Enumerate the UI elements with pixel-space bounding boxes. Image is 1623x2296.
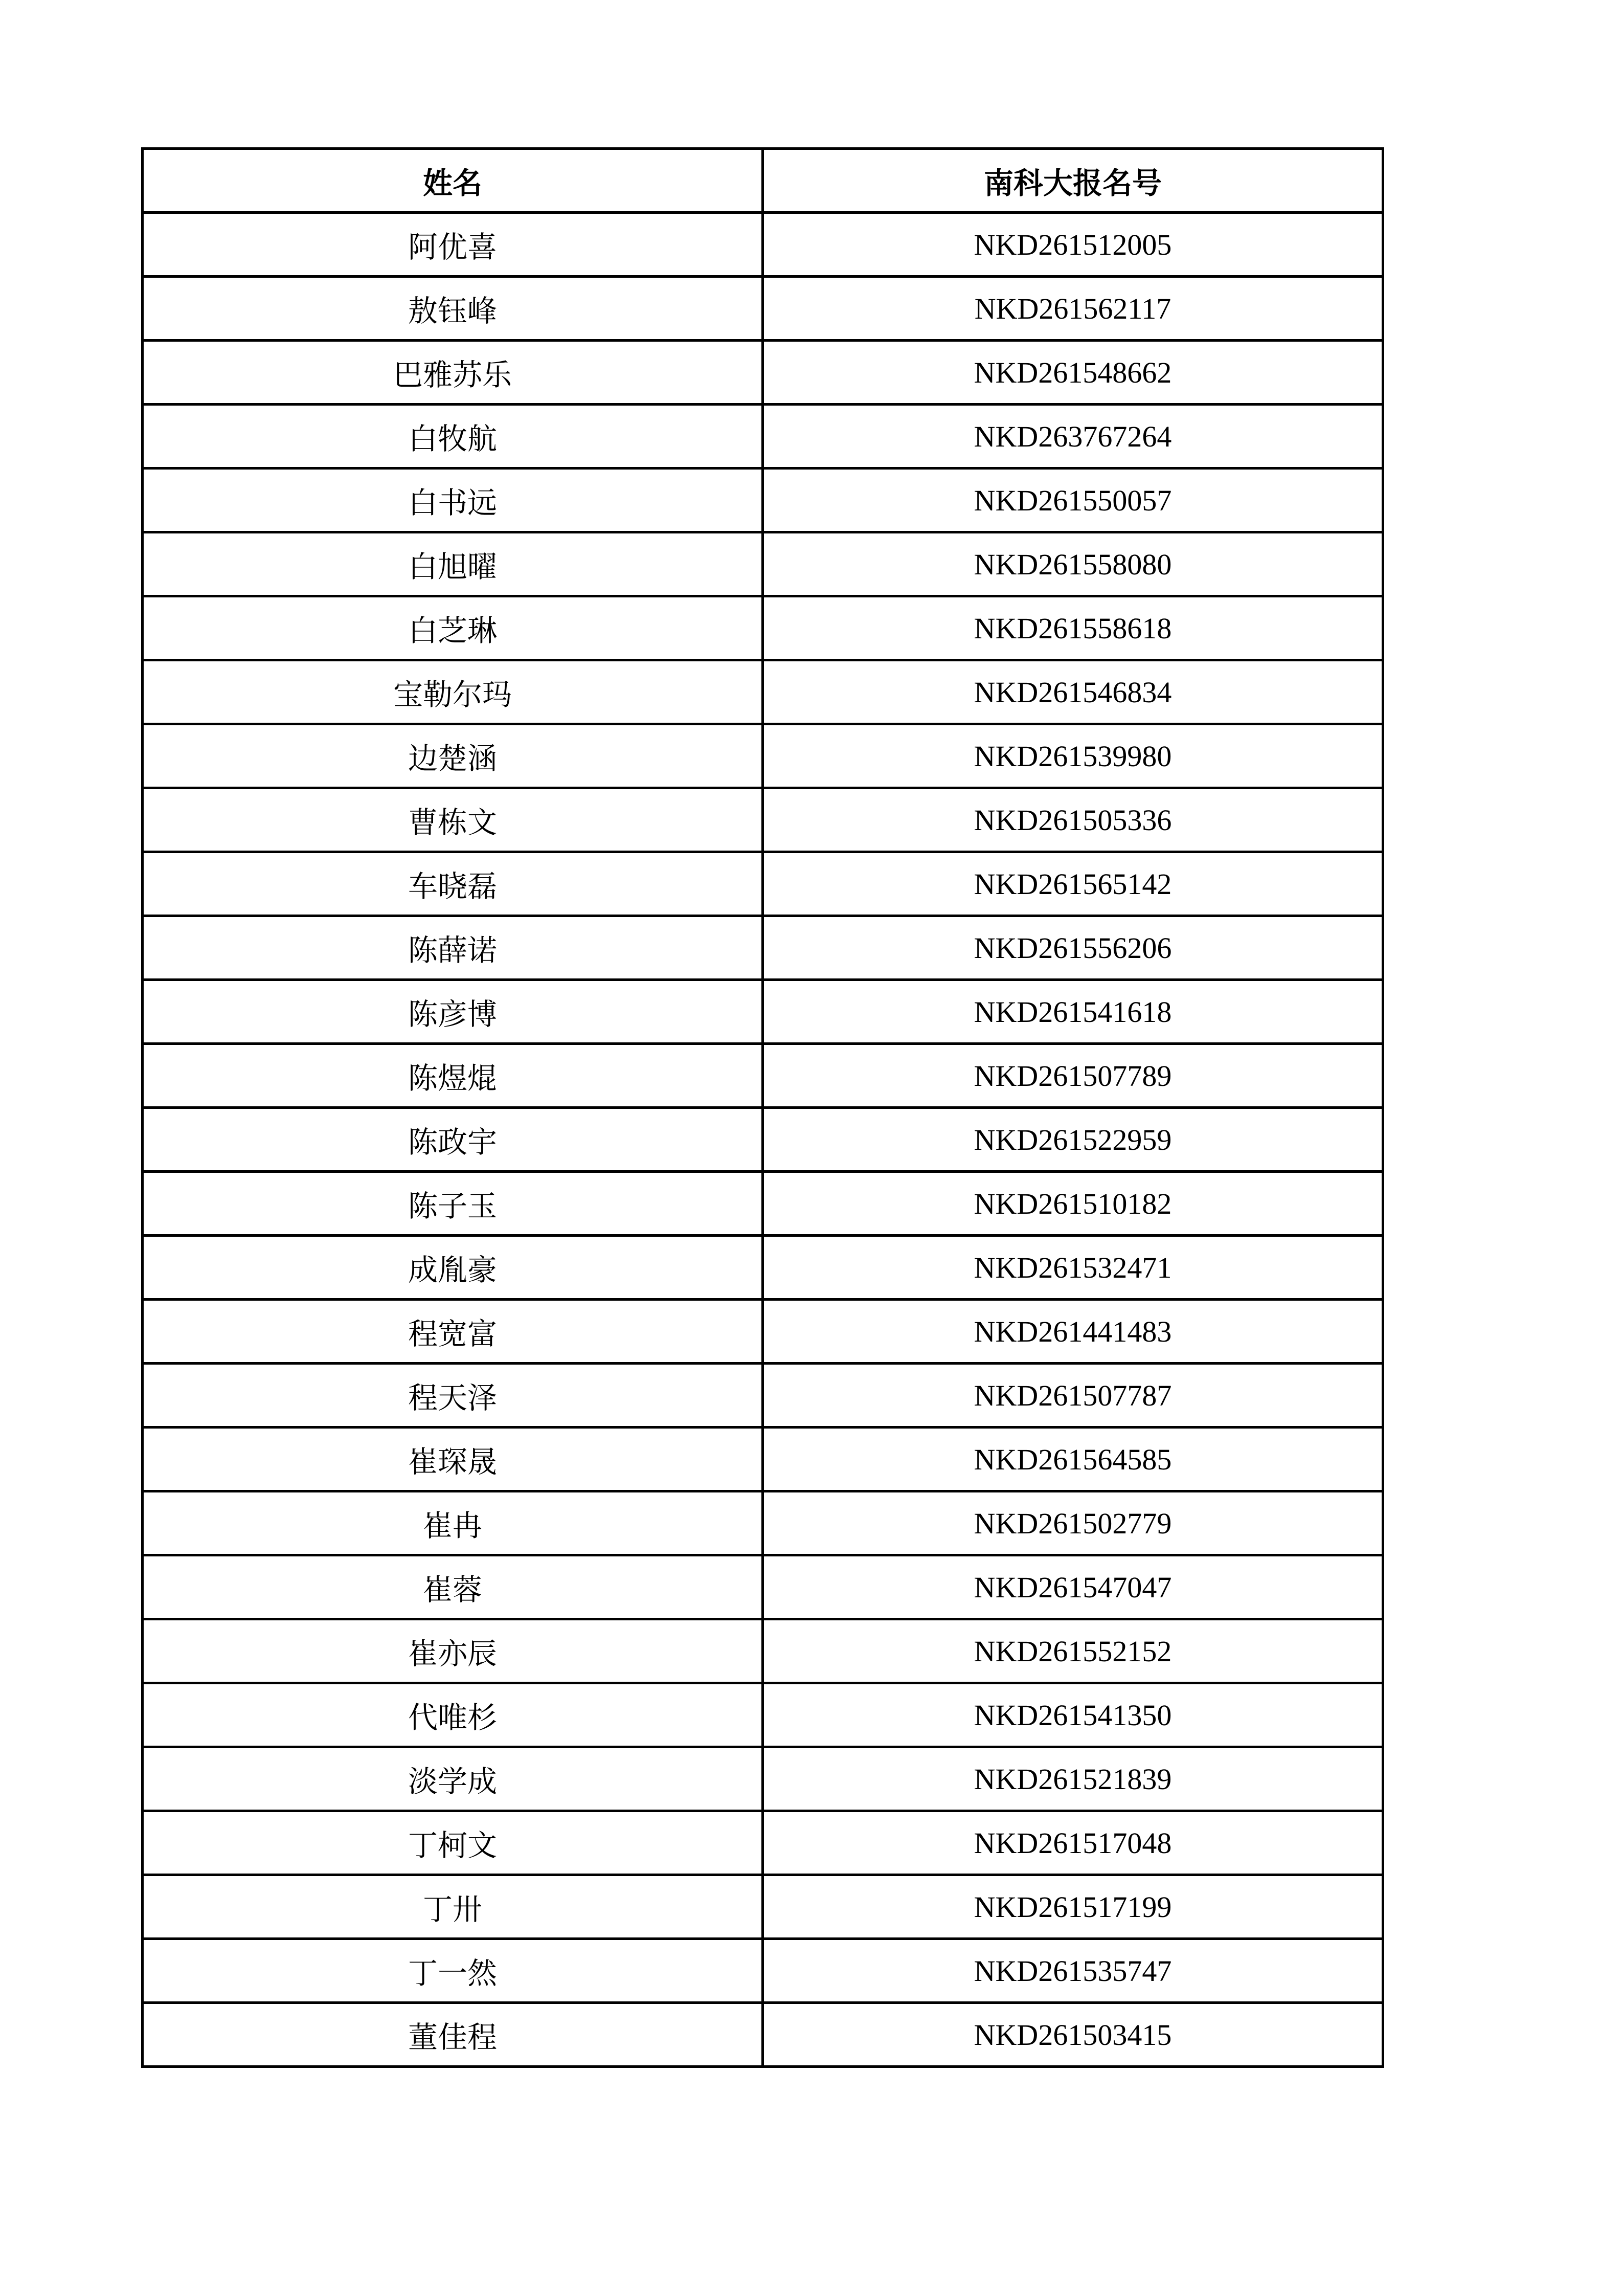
table-row [143,277,1383,341]
student-name-cell: 崔琛晟 [143,1428,763,1491]
table-row [143,596,1383,660]
table-row [143,1619,1383,1683]
registration-number-cell: NKD261510182 [763,1172,1383,1236]
registration-number-cell: NKD261503415 [763,2003,1383,2067]
student-name-cell: 宝勒尔玛 [143,660,763,724]
table-row [143,2003,1383,2067]
registration-number-cell: NKD261550057 [763,469,1383,532]
table-row [143,1300,1383,1364]
student-name-cell: 阿优喜 [143,213,763,277]
registration-number-cell: NKD261517199 [763,1875,1383,1939]
registration-number-cell: NKD261564585 [763,1428,1383,1491]
student-name-cell: 丁一然 [143,1939,763,2003]
registration-number-cell: NKD261507789 [763,1044,1383,1108]
table-row [143,660,1383,724]
registration-number-cell: NKD261541618 [763,980,1383,1044]
student-name-cell: 程天泽 [143,1364,763,1428]
student-name-cell: 崔蓉 [143,1555,763,1619]
table-row [143,1811,1383,1875]
table-row [143,1491,1383,1555]
table-row [143,980,1383,1044]
student-name-cell: 陈政宇 [143,1108,763,1172]
table-row [143,469,1383,532]
table-row [143,916,1383,980]
student-name-cell: 陈子玉 [143,1172,763,1236]
table-row [143,1555,1383,1619]
student-name-cell: 代唯杉 [143,1683,763,1747]
registration-number-cell: NKD261552152 [763,1619,1383,1683]
table-row [143,724,1383,788]
table-row [143,1875,1383,1939]
table-row [143,1747,1383,1811]
registration-number-cell: NKD261507787 [763,1364,1383,1428]
table-row [143,405,1383,469]
table-row [143,1236,1383,1300]
registration-number-cell: NKD261558080 [763,532,1383,596]
table-row [143,1683,1383,1747]
student-name-cell: 崔冉 [143,1491,763,1555]
registration-number-cell: NKD261541350 [763,1683,1383,1747]
student-name-cell: 白芝琳 [143,596,763,660]
table-row [143,1108,1383,1172]
student-name-cell: 崔亦辰 [143,1619,763,1683]
table-row [143,532,1383,596]
registration-number-cell: NKD261556206 [763,916,1383,980]
registration-number-cell: NKD261562117 [763,277,1383,341]
table-row [143,1172,1383,1236]
registration-number-cell: NKD261546834 [763,660,1383,724]
student-name-cell: 敖钰峰 [143,277,763,341]
table-header-row [143,149,1383,213]
column-header-name: 姓名 [143,149,763,213]
student-name-cell: 白书远 [143,469,763,532]
table-row [143,213,1383,277]
student-name-cell: 陈彦博 [143,980,763,1044]
roster-table [141,147,1384,2068]
student-name-cell: 成胤豪 [143,1236,763,1300]
registration-number-cell: NKD261512005 [763,213,1383,277]
student-name-cell: 丁柯文 [143,1811,763,1875]
student-name-cell: 陈煜焜 [143,1044,763,1108]
student-name-cell: 巴雅苏乐 [143,341,763,405]
table-row [143,1044,1383,1108]
student-name-cell: 淡学成 [143,1747,763,1811]
student-name-cell: 丁卅 [143,1875,763,1939]
student-name-cell: 白旭曜 [143,532,763,596]
registration-number-cell: NKD261547047 [763,1555,1383,1619]
registration-number-cell: NKD261565142 [763,852,1383,916]
student-name-cell: 董佳程 [143,2003,763,2067]
registration-number-cell: NKD261539980 [763,724,1383,788]
registration-number-cell: NKD261502779 [763,1491,1383,1555]
student-name-cell: 边楚涵 [143,724,763,788]
student-name-cell: 陈薛诺 [143,916,763,980]
registration-number-cell: NKD261505336 [763,788,1383,852]
registration-number-cell: NKD261441483 [763,1300,1383,1364]
column-header-registration-number: 南科大报名号 [763,149,1383,213]
registration-number-cell: NKD263767264 [763,405,1383,469]
student-name-cell: 白牧航 [143,405,763,469]
registration-number-cell: NKD261532471 [763,1236,1383,1300]
registration-number-cell: NKD261522959 [763,1108,1383,1172]
registration-number-cell: NKD261521839 [763,1747,1383,1811]
table-row [143,1364,1383,1428]
student-name-cell: 曹栋文 [143,788,763,852]
table-row [143,852,1383,916]
registration-number-cell: NKD261517048 [763,1811,1383,1875]
table-row [143,341,1383,405]
student-name-cell: 车晓磊 [143,852,763,916]
registration-number-cell: NKD261535747 [763,1939,1383,2003]
table-row [143,1939,1383,2003]
registration-number-cell: NKD261548662 [763,341,1383,405]
registration-number-cell: NKD261558618 [763,596,1383,660]
table-body [143,213,1383,2067]
student-name-cell: 程宽富 [143,1300,763,1364]
table-row [143,1428,1383,1491]
table-row [143,788,1383,852]
